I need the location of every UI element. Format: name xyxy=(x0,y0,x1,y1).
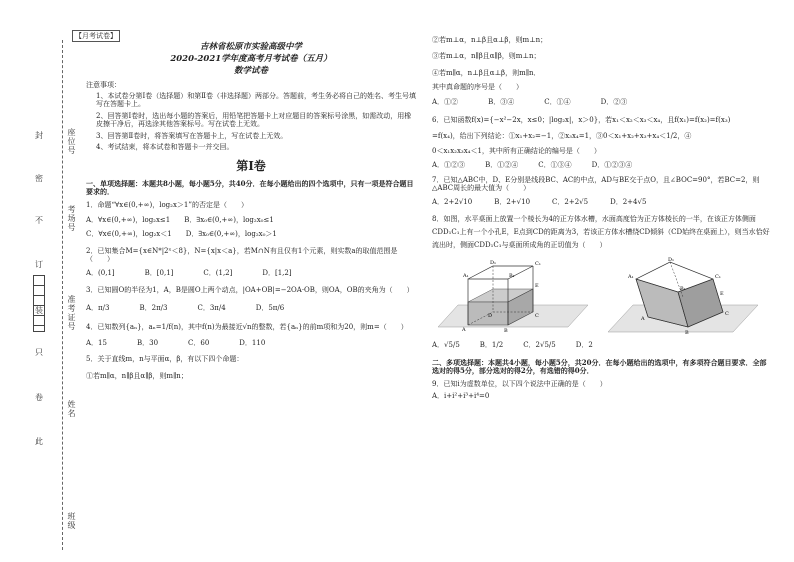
q4-options xyxy=(86,339,416,347)
q5-proposition-1: ①若m∥α，n∥β且α∥β，则m∥n； xyxy=(86,371,188,380)
q4-stem: 4．已知数列{aₙ}，aₙ=1/f(n)，其中f(n)为最接近√n的整数，若{aₙ}的前m项和为20，则m=（ ） xyxy=(86,322,408,331)
q3-option: B．2π/3 xyxy=(139,304,168,313)
q8-options xyxy=(432,341,772,349)
cube-upright-figure xyxy=(438,257,588,337)
cube-top-edges xyxy=(468,266,533,279)
notice-title: 注意事项： xyxy=(86,80,121,89)
name-label: 姓名 xyxy=(67,400,76,418)
seat-number-box[interactable] xyxy=(33,275,45,332)
vertex-label: A₁ xyxy=(628,273,634,280)
q3-options xyxy=(86,304,416,312)
vertex-label: E xyxy=(535,282,539,289)
seal-char: 密 xyxy=(35,174,43,183)
subject-title: 数学试卷 xyxy=(233,66,268,77)
q3-option: C．3π/4 xyxy=(197,304,226,313)
vertex-label: B₁ xyxy=(509,272,515,279)
q4-option: B．30 xyxy=(136,338,159,347)
vertex-label: B xyxy=(504,327,508,334)
vertex-label: D xyxy=(488,312,493,319)
q2-options xyxy=(86,269,416,277)
q7-option: B．2+√10 xyxy=(494,198,531,207)
q8-option: B．1/2 xyxy=(479,340,504,349)
q2-option: D．[1,2] xyxy=(262,269,292,278)
q5-proposition-3: ③若m⊥α，n∥β且α∥β，则m⊥n； xyxy=(432,52,541,61)
exam-title: 2020-2021学年度高考月考试卷（五月） xyxy=(170,54,332,65)
school-title: 吉林省松原市实验高级中学 xyxy=(199,42,302,52)
seat-number-label: 座位号 xyxy=(67,128,76,155)
q4-option: A．15 xyxy=(86,338,107,347)
vertex-label: C₁ xyxy=(715,273,721,280)
class-label: 班级 xyxy=(67,512,76,530)
q4-option: D．110 xyxy=(239,338,266,347)
notice-item: 3、回答第Ⅱ卷时，将答案填写在答题卡上，写在试卷上无效。 xyxy=(96,131,288,140)
vertex-label: D₁ xyxy=(490,259,497,266)
q2-option: A．(0,1] xyxy=(86,269,115,278)
q3-option: A．π/3 xyxy=(86,304,110,313)
cube-tilted-figure xyxy=(608,257,758,337)
q8-option: C．2√5/5 xyxy=(523,340,556,349)
binding-line xyxy=(62,40,63,550)
q9-stem: 9．已知i为虚数单位，以下四个说法中正确的是（ ） xyxy=(432,379,607,388)
q5-proposition-4: ④若m∥α，n⊥β且α⊥β，则m∥n． xyxy=(432,68,541,77)
notice-item: 1、本试卷分第Ⅰ卷（选择题）和第Ⅱ卷（非选择题）两部分。答题前，考生务必将自己的姓名、考生号填写在答题卡上。 xyxy=(96,91,416,109)
q6-option: A．①②③ xyxy=(432,161,466,170)
section-title: 第Ⅰ卷 xyxy=(236,159,266,174)
q2-option: B．[0,1] xyxy=(144,269,174,278)
exam-room-label: 考场号 xyxy=(67,205,76,232)
vertex-label: A₁ xyxy=(463,272,469,279)
vertex-label: E xyxy=(720,290,724,297)
part2-heading: 二、多项选择题：本题共4小题，每小题5分，共20分．在每小题给出的选项中，有多项符合题目要求．全部选对的得5分，部分选对的得2分，有选错的得0分． xyxy=(432,357,767,376)
q1-option-c: C．∀x∈(0,+∞)，log₂x＜1 xyxy=(86,230,172,239)
seal-char: 封 xyxy=(35,131,43,140)
q8-option: A．√5/5 xyxy=(432,340,460,349)
q3-option: D．5π/6 xyxy=(255,304,285,313)
vertex-label: A xyxy=(641,315,645,322)
q5-stem: 5．关于直线m，n与平面α，β，有以下四个命题： xyxy=(86,355,244,364)
q6-stem-cont: 0＜x₁x₂x₃x₄＜1，其中所有正确结论的编号是（ ） xyxy=(432,146,601,155)
q5-option: D．②③ xyxy=(600,97,628,106)
seal-char: 只 xyxy=(35,348,43,357)
q5-question: 其中真命题的序号是（ ） xyxy=(432,83,523,92)
q7-stem: 7．已知△ABC中，D、E分别是线段BC、AC的中点，AD与BE交于点O，且∠BOC=90°，若BC=2，则△ABC周长的最大值为（ ） xyxy=(432,175,760,192)
seal-char: 此 xyxy=(35,437,43,446)
q7-option: A．2+2√10 xyxy=(432,198,473,207)
seal-char: 订 xyxy=(35,260,43,269)
q7-option: C．2+2√5 xyxy=(552,198,589,207)
q1-option-b: B．∃x₀∈(0,+∞)，log₂x₀≤1 xyxy=(184,215,274,224)
vertex-label: C xyxy=(725,310,729,317)
q7-option: D．2+4√5 xyxy=(610,198,647,207)
q6-stem: 6．已知函数f(x)={−x²−2x，x≤0；|log₂x|，x＞0}，若x₁＜x₂＜x₃＜x₄，且f(x₁)=f(x₂)=f(x₃) xyxy=(432,115,731,124)
q1-stem: 1．命题“∀x∈(0,+∞)，log₂x＞1”的否定是（ ） xyxy=(86,201,248,210)
q3-stem: 3．已知圆O的半径为1，A，B是圆O上两个动点，|OA+OB|=−2OA·OB，则OA，OB的夹角为（ ） xyxy=(86,285,414,294)
admission-number-label: 准考证号 xyxy=(67,295,76,331)
q9-option-a: A．i+i²+i³+i⁴=0 xyxy=(432,392,490,401)
vertex-label: B xyxy=(685,329,689,336)
vertex-label: B₁ xyxy=(680,285,686,292)
q1-option-d: D．∃x₀∈(0,+∞)，log₂x₀＞1 xyxy=(185,230,277,239)
part1-heading: 一、单项选择题：本题共8小题，每小题5分，共40分．在每小题给出的四个选项中，只有一项是符合题目要求的． xyxy=(86,178,414,197)
notice-item: 4、考试结束，将本试卷和答题卡一并交回。 xyxy=(96,142,234,151)
q2-option: C．(1,2] xyxy=(203,269,233,278)
q1-option-ab xyxy=(86,216,416,224)
vertex-label: D₁ xyxy=(668,256,675,263)
q1-option-cd xyxy=(86,230,416,238)
exam-tag: 【月考试卷】 xyxy=(72,30,120,42)
q5-option: A．①② xyxy=(432,97,459,106)
q4-option: C．60 xyxy=(188,338,210,347)
q5-options xyxy=(432,98,772,106)
seal-char: 装 xyxy=(35,306,43,315)
seal-char: 不 xyxy=(35,216,43,225)
q6-stem-cont: =f(x₄)，给出下列结论：①x₁+x₂=−1，②x₃x₄=1，③0＜x₁+x₂+x₃+x₄＜1/2，④ xyxy=(432,132,692,141)
q1-option-a: A．∀x∈(0,+∞)，log₂x≤1 xyxy=(86,215,171,224)
q5-option: B．③④ xyxy=(488,97,515,106)
q6-option: D．①②③④ xyxy=(591,161,633,170)
vertex-label: A xyxy=(462,326,466,333)
seal-char: 卷 xyxy=(35,393,43,402)
q2-stem: 2．已知集合M={x∈N*|2ˣ＜8}，N={x|x＜a}，若M∩N有且仅有1个元素，则实数a的取值范围是（ ） xyxy=(86,246,398,264)
q6-options xyxy=(432,161,772,169)
vertex-label: C₁ xyxy=(535,260,541,267)
left-column xyxy=(86,40,416,383)
vertex-label: C xyxy=(535,312,539,319)
q7-options xyxy=(432,198,772,206)
q8-figures xyxy=(438,257,772,337)
q8-stem: 8．如图，水平桌面上放置一个棱长为4的正方体水槽，水面高度恰为正方体棱长的一半，在该正方体侧面CDD₁C₁上有一个小孔E，E点到CD的距离为3，若该正方体水槽绕CD倾斜（CD始终在桌面上），则当水恰好流出时，侧面CDD₁C₁与桌面所成角的正切值为（ ） xyxy=(432,214,770,250)
q5-option: C．①④ xyxy=(544,97,571,106)
notice-item: 2、回答第Ⅰ卷时，选出每小题的答案后，用铅笔把答题卡上对应题目的答案标号涂黑，如需改动，用橡皮擦干净后，再选涂其他答案标号。写在试卷上无效。 xyxy=(96,111,412,129)
q6-option: C．①③④ xyxy=(538,161,572,170)
q8-option: D．2 xyxy=(575,340,593,349)
q6-option: B．①②④ xyxy=(485,161,519,170)
right-column xyxy=(432,36,772,404)
q5-proposition-2: ②若m⊥α，n⊥β且α⊥β，则m⊥n； xyxy=(432,36,548,44)
